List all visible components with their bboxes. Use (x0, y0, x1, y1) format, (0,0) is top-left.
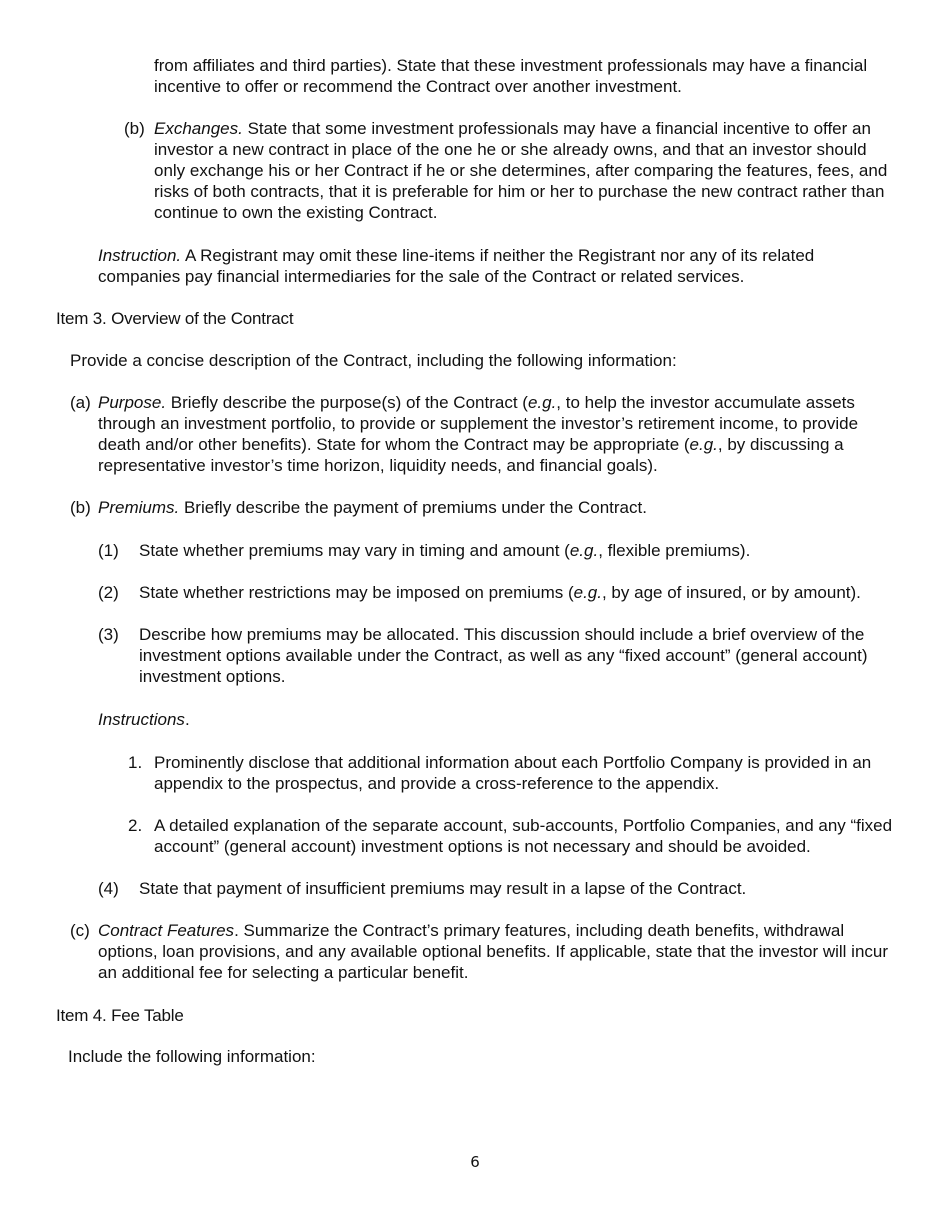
list-label: (4) (98, 879, 119, 898)
item2-b-exchanges (124, 118, 894, 223)
page-number: 6 (470, 1153, 480, 1171)
item-text: State that some investment professionals may have a financial incentive to offer an investor a new contract in place of the one he or she already owns, and that an investor should only exchange his or her Contract if he or she determines, after comparing the features, fees, and risks of both contracts, that it is preferable for him or her to purchase the new contract rather than continue to own the existing Contract. (154, 119, 888, 222)
item-title: Exchanges. (154, 119, 243, 138)
list-label: (a) (70, 393, 91, 412)
instruction-1: 1. Prominently disclose that additional information about each Portfolio Company is provided in an appendix to the prospectus, and provide a cross-reference to the appendix. (128, 753, 872, 793)
item-title: Contract Features (98, 921, 235, 940)
premiums-sub-1: (1) State whether premiums may vary in timing and amount (e.g., flexible premiums). (98, 541, 751, 560)
premiums-sub-3: (3) Describe how premiums may be allocated. This discussion should include a brief overview of the investment options available under the Contract, as well as any “fixed account” (general account) investment options. (98, 625, 868, 686)
instruction-title: Instruction. (98, 246, 182, 265)
list-label: (b) (124, 119, 145, 138)
list-label: (2) (98, 583, 119, 602)
list-label: (b) (70, 498, 91, 517)
continuation-paragraph: from affiliates and third parties). State that these investment professionals may have a financial incentive to offer or recommend the Contract over another investment. (154, 56, 868, 96)
list-label: (1) (98, 541, 119, 560)
instruction-paragraph (98, 245, 888, 287)
item3-b-premiums: (b) Premiums. Briefly describe the payment of premiums under the Contract. (70, 498, 647, 517)
instruction-2: 2. A detailed explanation of the separate account, sub-accounts, Portfolio Companies, and any “fixed account” (general account) investment options is not necessary and should be avoided. (128, 816, 893, 856)
item3-heading: Item 3. Overview of the Contract (56, 309, 294, 328)
list-label: 1. (128, 753, 143, 772)
instructions-heading: Instructions. (98, 710, 190, 729)
item3-intro: Provide a concise description of the Contract, including the following information: (70, 351, 677, 370)
item4-intro: Include the following information: (68, 1047, 316, 1066)
item3-c-contract-features: (c) Contract Features. Summarize the Contract’s primary features, including death benefits, withdrawal options, loan provisions, and any available optional benefits. If applicable, state that the investor will incur an additional fee for selecting a particular benefit. (70, 921, 889, 982)
instruction-text: A Registrant may omit these line-items if neither the Registrant nor any of its related companies pay financial intermediaries for the sale of the Contract or related services. (98, 246, 815, 286)
list-label: 2. (128, 816, 143, 835)
list-label: (3) (98, 625, 119, 644)
item3-a-purpose: (a) Purpose. Briefly describe the purpose(s) of the Contract (e.g., to help the investor accumulate assets through an investment portfolio, to provide or supplement the investor’s retirement income, to provide death and/or other benefits). State for whom the Contract may be appropriate (e.g., by discussing a representative investor’s time horizon, liquidity needs, and financial goals). (70, 393, 859, 475)
item-title: Purpose. (98, 393, 167, 412)
premiums-sub-2: (2) State whether restrictions may be imposed on premiums (e.g., by age of insured, or by amount). (98, 583, 861, 602)
item4-heading: Item 4. Fee Table (56, 1006, 184, 1025)
list-label: (c) (70, 921, 90, 940)
item-title: Premiums. (98, 498, 180, 517)
premiums-sub-4: (4) State that payment of insufficient premiums may result in a lapse of the Contract. (98, 879, 747, 898)
